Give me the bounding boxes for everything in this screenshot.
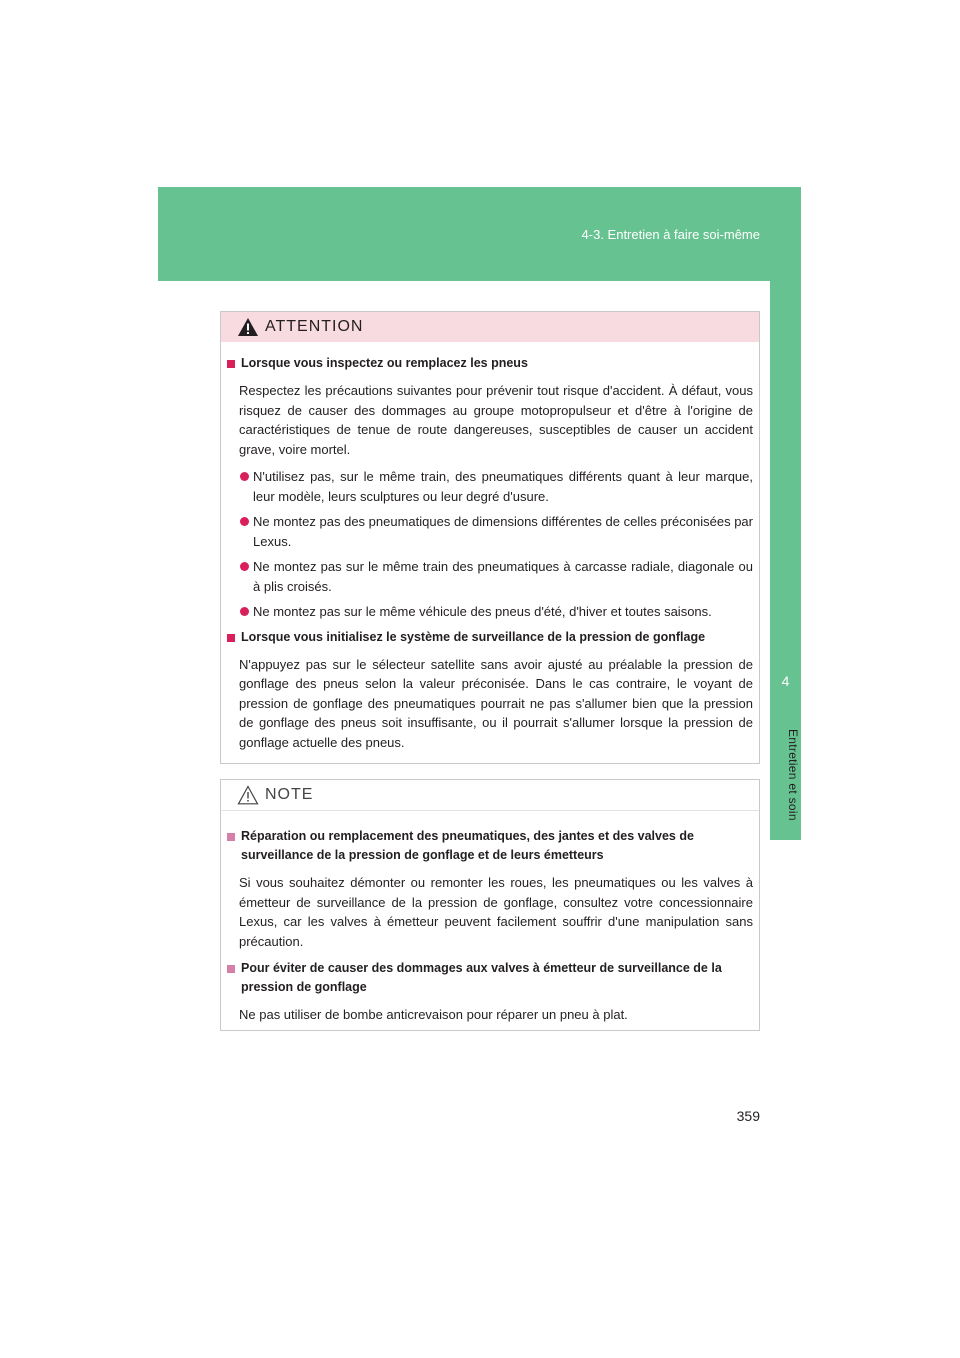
attention-bullet: Ne montez pas des pneumatiques de dimensions différentes de celles préconisées par Lexus.: [227, 512, 753, 551]
attention-title: ATTENTION: [265, 318, 364, 335]
circle-bullet-icon: [240, 517, 249, 526]
attention-bullet: Ne montez pas sur le même train des pneumatiques à carcasse radiale, diagonale ou à plis croisés.: [227, 557, 753, 596]
page-number: 359: [736, 1108, 760, 1124]
note-text-2: Ne pas utiliser de bombe anticrevaison pour réparer un pneu à plat.: [239, 1007, 628, 1022]
note-heading-2: Pour éviter de causer des dommages aux valves à émetteur de surveillance de la pression de gonflage: [227, 959, 753, 997]
square-bullet-icon: [227, 634, 235, 642]
caution-triangle-icon: [237, 785, 259, 805]
note-text-1: Si vous souhaitez démonter ou remonter les roues, les pneumatiques ou les valves à émetteur de surveillance de la pression de gonflage, consultez votre concessionnaire Lexus, car les valves à émetteur peuvent facilement souffrir d'une manipulation sans précaution.: [239, 875, 753, 949]
attention-text-1: Respectez les précautions suivantes pour prévenir tout risque d'accident. À défaut, vous risquez de causer des dommages au groupe motopropulseur et d'être à l'origine de caractéristiques de tenue de route dangereuses, susceptibles de causer un accident grave, voire mortel.: [239, 383, 753, 457]
warning-triangle-icon: [237, 317, 259, 337]
attention-text-2: N'appuyez pas sur le sélecteur satellite sans avoir ajusté au préalable la pression de gonflage des pneus selon la valeur préconisée. Dans le cas contraire, le voyant de pression de gonflage des pneumatiques pourrait ne pas s'allumer bien que la pression de gonflage des pneus soit insuffisante, ou il pourrait s'allumer lorsque la pression de gonflage actuelle des pneus.: [239, 656, 753, 750]
attention-bullet: Ne montez pas sur le même véhicule des pneus d'été, d'hiver et toutes saisons.: [227, 602, 753, 622]
note-title: NOTE: [265, 786, 314, 803]
attention-header: [221, 312, 759, 342]
square-bullet-icon: [227, 833, 235, 841]
attention-heading-1: Lorsque vous inspectez ou remplacez les pneus: [227, 354, 753, 373]
square-bullet-icon: [227, 360, 235, 368]
note-heading-1: Réparation ou remplacement des pneumatiques, des jantes et des valves de surveillance de la pression de gonflage et de leurs émetteurs: [227, 827, 753, 865]
chapter-number: 4: [781, 673, 790, 689]
section-title: 4-3. Entretien à faire soi-même: [581, 227, 760, 242]
circle-bullet-icon: [240, 472, 249, 481]
circle-bullet-icon: [240, 562, 249, 571]
attention-box: [220, 311, 760, 764]
attention-bullet: N'utilisez pas, sur le même train, des pneumatiques différents quant à leur marque, leur modèle, leurs sculptures ou leur degré d'usure.: [227, 467, 753, 506]
circle-bullet-icon: [240, 607, 249, 616]
header-band: [158, 187, 801, 281]
note-box: [220, 779, 760, 1031]
chapter-label: Entretien et soin: [786, 729, 800, 821]
square-bullet-icon: [227, 965, 235, 973]
note-header: [221, 780, 759, 811]
attention-heading-2: Lorsque vous initialisez le système de surveillance de la pression de gonflage: [227, 628, 753, 647]
